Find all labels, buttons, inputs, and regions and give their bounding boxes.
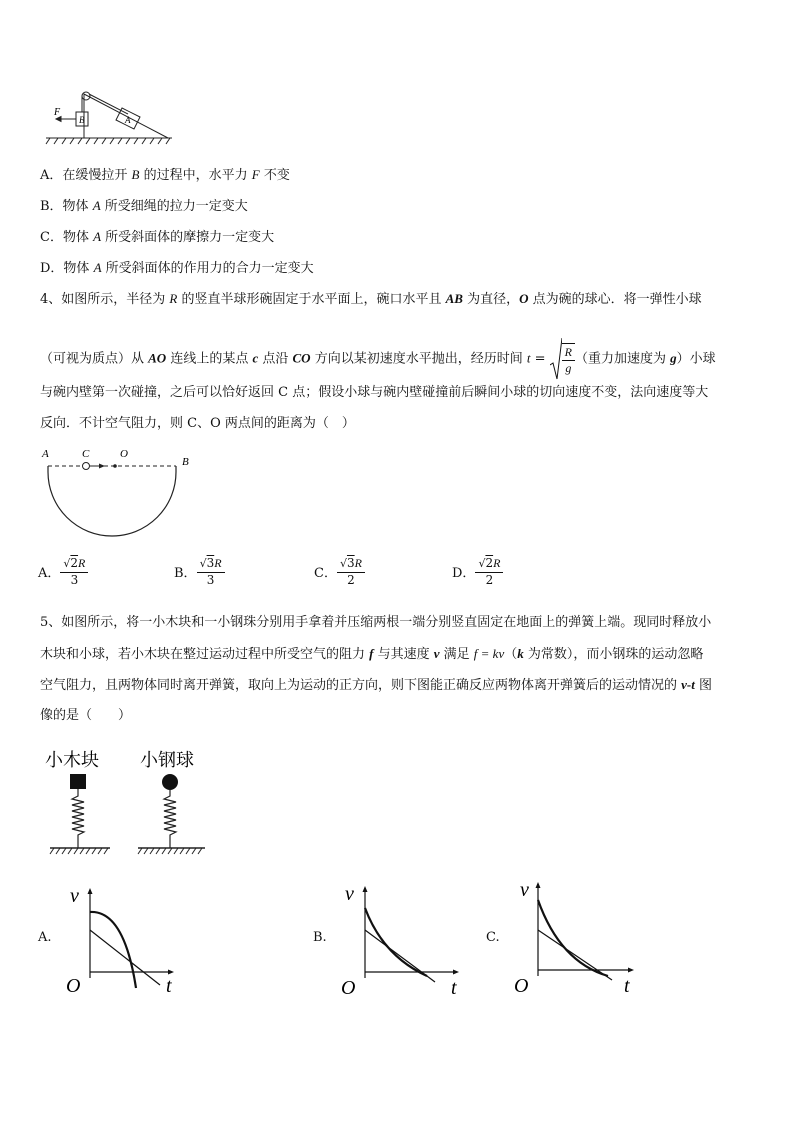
label-point-a: A <box>42 448 49 460</box>
q5-graph-c[interactable] <box>512 874 642 998</box>
q4-stem-line1: 4、如图所示，半径为 R 的竖直半球形碗固定于水平面上，碗口水平且 AB 为直径，O 点为碗的球心．将一弹性小球 <box>40 291 702 307</box>
q5-stem-line4: 像的是（ ） <box>40 708 132 723</box>
q5-graph-a[interactable] <box>62 880 187 1000</box>
q4-option-d[interactable]: D． $\frac{√2R}{2}$ <box>452 555 503 588</box>
v-label: v <box>345 883 354 905</box>
rope-to-a <box>89 94 128 114</box>
bowl-figure <box>36 444 206 544</box>
ground-hatch <box>46 138 170 144</box>
origin-label: O <box>66 975 81 997</box>
q4-option-a[interactable]: A． $\frac{√2R}{3}$ <box>38 555 88 588</box>
q5-option-a-label[interactable]: A. <box>38 930 52 945</box>
origin-label: O <box>514 975 529 997</box>
q3-option-c[interactable]: C．物体 A 所受斜面体的摩擦力一定变大 <box>40 229 275 245</box>
steel-spring <box>164 790 176 848</box>
label-a: A <box>125 115 131 125</box>
label-f: F <box>54 107 61 118</box>
steel-ball <box>162 774 178 790</box>
q4-stem-line4: 反向．不计空气阻力，则 C、O 两点间的距离为（ ） <box>40 416 355 431</box>
origin-label: O <box>341 977 356 999</box>
label-point-c: C <box>82 448 90 460</box>
v-label: v <box>70 885 79 907</box>
q4-option-b[interactable]: B． $\frac{√3R}{3}$ <box>174 555 225 588</box>
wood-curve <box>365 908 427 976</box>
wood-curve <box>538 900 608 976</box>
label-steel-ball: 小钢球 <box>140 750 194 771</box>
q5-graph-b[interactable] <box>337 878 467 1000</box>
q3-option-b[interactable]: B．物体 A 所受细绳的拉力一定变大 <box>40 198 248 214</box>
q5-option-c-label[interactable]: C. <box>486 930 500 945</box>
q5-stem-line2: 木块和小球，若小木块在整过运动过程中所受空气的阻力 f 与其速度 v 满足 f = kv（k 为常数），而小钢珠的运动忽略 <box>40 646 704 662</box>
t-label: t <box>166 975 172 997</box>
q4-option-c[interactable]: C． $\frac{√3R}{2}$ <box>314 555 365 588</box>
label-wood-block: 小木块 <box>45 750 99 771</box>
q4-stem-line2: （可视为质点）从 AO 连线上的某点 c 点沿 CO 方向以某初速度水平抛出，经历时间 t = $\frac{R}{g}$ （重力加速度为 g）小球 <box>40 337 716 381</box>
t-label: t <box>624 975 630 997</box>
q5-stem-line1: 5、如图所示，将一小木块和一小钢珠分别用手拿着并压缩两根一端分别竖直固定在地面上的弹簧上端。现同时释放小 <box>40 615 712 630</box>
bowl-arc <box>48 466 176 536</box>
ball-c <box>83 463 90 470</box>
q3-option-a[interactable]: A．在缓慢拉开 B 的过程中，水平力 F 不变 <box>40 167 290 183</box>
label-point-o: O <box>120 448 128 460</box>
label-point-b: B <box>182 456 189 468</box>
q4-stem-line3: 与碗内壁第一次碰撞，之后可以恰好返回 C 点；假设小球与碗内壁碰撞前后瞬间小球的切向速度不变，法向速度等大 <box>40 385 709 400</box>
wood-spring <box>72 789 84 848</box>
q3-option-d[interactable]: D．物体 A 所受斜面体的作用力的合力一定变大 <box>40 260 314 276</box>
wood-curve <box>90 912 136 988</box>
springs-figure <box>40 744 220 864</box>
center-o <box>113 464 117 468</box>
time-formula-sqrt: $\frac{R}{g}$ <box>550 337 575 381</box>
incline-pulley-figure <box>40 86 180 148</box>
t-label: t <box>451 977 457 999</box>
v-label: v <box>520 879 529 901</box>
q5-stem-line3: 空气阻力，且两物体同时离开弹簧，取向上为运动的正方向，则下图能正确反应两物体离开弹簧后的运动情况的 v-t 图 <box>40 677 712 693</box>
q5-option-b-label[interactable]: B. <box>313 930 327 945</box>
steel-line <box>90 930 160 985</box>
label-b: B <box>79 115 85 125</box>
wood-block <box>70 774 86 789</box>
